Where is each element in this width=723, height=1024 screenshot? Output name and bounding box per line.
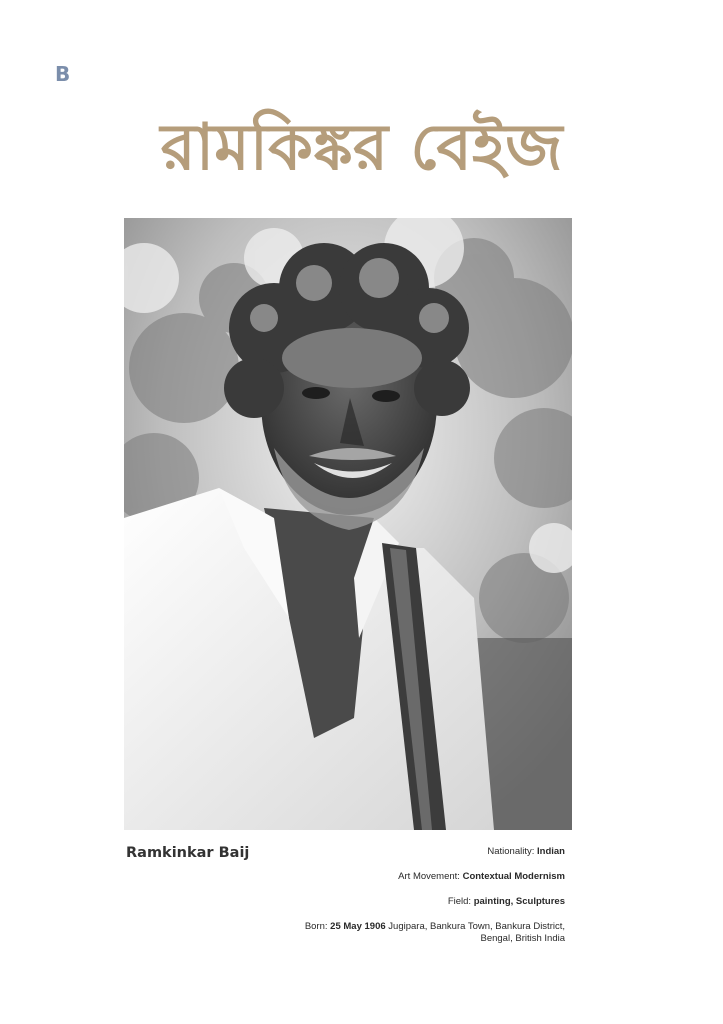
bengali-title: রামকিঙ্কর বেইজ [160,111,563,185]
born-place-line2: Bengal, British India [480,933,565,944]
born-place-line1: Jugipara, Bankura Town, Bankura District, [388,921,565,932]
art-movement-value: Contextual Modernism [462,871,565,882]
art-movement-label: Art Movement: [398,871,460,882]
art-movement-row [265,871,565,883]
born-date: 25 May 1906 [330,921,386,932]
field-label: Field: [447,896,472,907]
nationality-label: Nationality: [487,846,535,857]
born-label: Born: [304,921,328,932]
nationality-row [265,846,565,858]
section-letter: B [55,62,71,86]
field-row [265,896,565,908]
born-row [265,921,565,945]
portrait-photo [124,218,572,830]
field-value: painting, Sculptures [473,896,565,907]
artist-details [265,846,565,958]
nationality-value: Indian [537,846,565,857]
artist-name: Ramkinkar Baij [126,845,250,861]
